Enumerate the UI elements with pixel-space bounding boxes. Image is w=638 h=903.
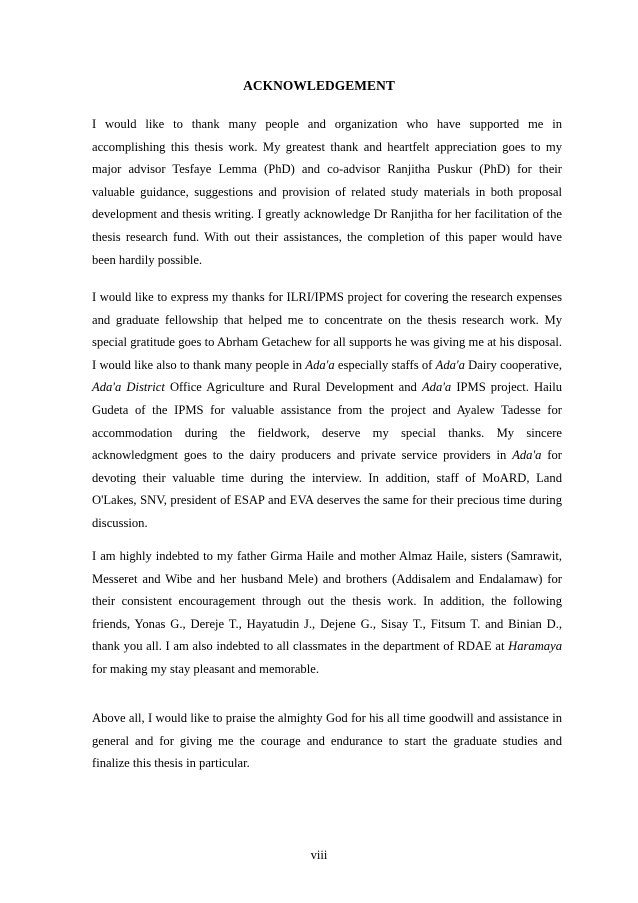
paragraph-text: especially staffs of [334, 357, 436, 372]
paragraph-text: for devoting their valuable time during the interview. In addition, staff of MoARD, Land O'Lakes, SNV, president of ESAP and EVA deserves the same for their precious time during discussion. [92, 448, 562, 530]
acknowledgement-paragraph-4 [92, 707, 562, 775]
paragraph-text: IPMS project. Hailu Gudeta of the IPMS for valuable assistance from the project and Ayalew Tadesse for accommodation during the fieldwork, deserve my special thanks. My sincere acknowledgment goes to the dairy producers and private service providers in [92, 380, 562, 463]
acknowledgement-paragraph-2 [92, 286, 562, 535]
page-title: ACKNOWLEDGEMENT [243, 78, 395, 93]
place-name-italic: Ada'a [421, 380, 452, 395]
place-name-italic: Ada'a District [92, 380, 165, 395]
paragraph-text: Office Agriculture and Rural Development and [164, 380, 422, 395]
acknowledgement-paragraph-1 [92, 113, 562, 271]
paragraph-text: for making my stay pleasant and memorable. [92, 661, 319, 676]
place-name-italic: Haramaya [508, 639, 562, 654]
paragraph-text: Above all, I would like to praise the almighty God for his all time goodwill and assistance in general and for giving me the courage and endurance to start the graduate studies and finalize this thesis in particular. [92, 711, 562, 771]
paragraph-text: Dairy cooperative, [464, 357, 562, 372]
place-name-italic: Ada'a [435, 357, 465, 372]
acknowledgement-paragraph-3 [92, 545, 562, 681]
paragraph-text: I would like to thank many people and organization who have supported me in accomplishing this thesis work. My greatest thank and heartfelt appreciation goes to my major advisor Tesfaye Lemma (PhD) and co-advisor Ranjitha Puskur (PhD) for their valuable guidance, suggestions and provision of related study materials in both proposal development and thesis writing. I greatly acknowledge Dr Ranjitha for her facilitation of the thesis research fund. With out their assistances, the completion of this paper would have been hardily possible. [92, 117, 562, 267]
paragraph-text: I would like to express my thanks for ILRI/IPMS project for covering the research expenses and graduate fellowship that helped me to concentrate on the thesis research work. My special gratitude goes to Abrham Getachew for all supports he was giving me at his disposal. I would like also to thank many people in [92, 290, 562, 372]
place-name-italic: Ada'a [512, 448, 542, 463]
paragraph-text: I am highly indebted to my father Girma Haile and mother Almaz Haile, sisters (Samrawit, Messeret and Wibe and her husband Mele) and brothers (Addisalem and Endalamaw) for their consistent encouragement through out the thesis work. In addition, the following friends, Yonas G., Dereje T., Hayatudin J., Dejene G., Sisay T., Fitsum T. and Binian D., thank you all. I am also indebted to all classmates in the department of RDAE at [92, 549, 562, 654]
page-number: viii [310, 848, 328, 862]
place-name-italic: Ada'a [305, 357, 335, 372]
